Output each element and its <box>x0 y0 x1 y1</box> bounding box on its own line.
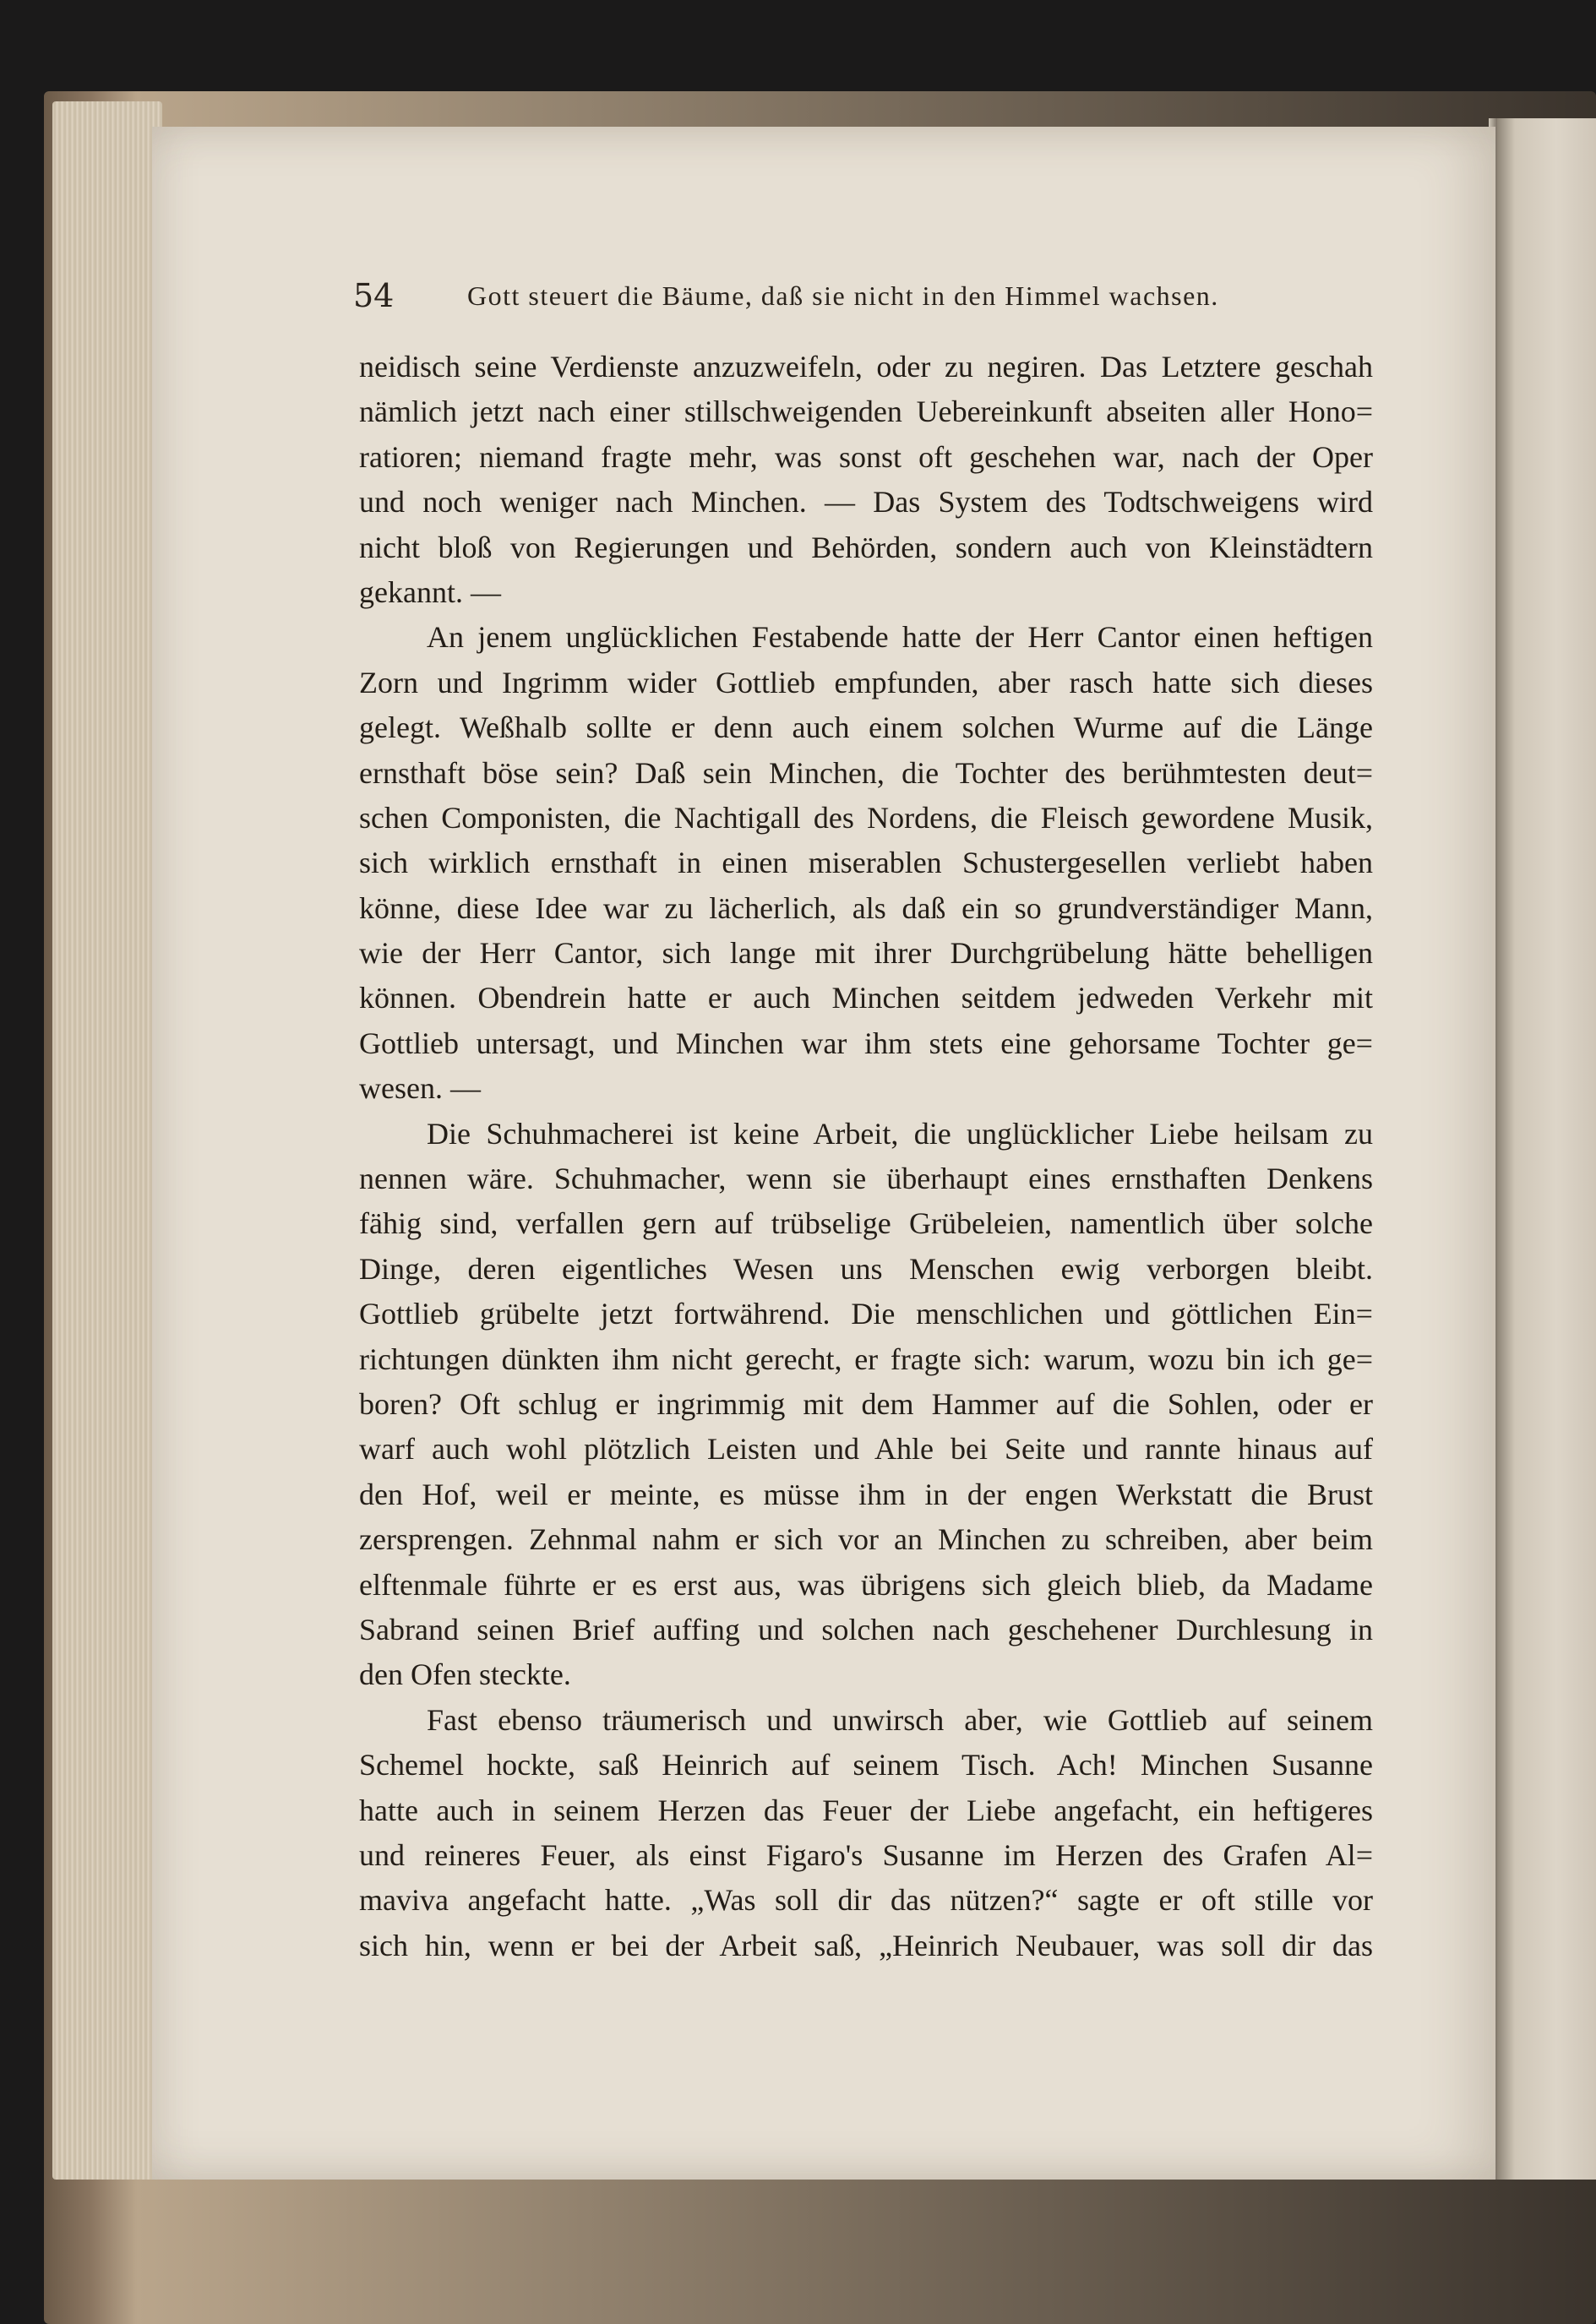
running-title: Gott steuert die Bäume, daß sie nicht in den Himmel wachsen. <box>467 280 1219 311</box>
text-line: Gottlieb grübelte jetzt fortwährend. Die menschlichen und göttlichen Ein= <box>359 1297 1373 1331</box>
page-header <box>353 277 1240 328</box>
text-line: den Hof, weil er meinte, es müsse ihm in der engen Werkstatt die Brust <box>359 1477 1373 1511</box>
text-line: An jenem unglücklichen Festabende hatte der Herr Cantor einen heftigen <box>427 620 1373 655</box>
text-line: sich wirklich ernsthaft in einen miserablen Schustergesellen verliebt haben <box>359 846 1373 880</box>
text-line: Zorn und Ingrimm wider Gottlieb empfunden, aber rasch hatte sich dieses <box>359 665 1373 699</box>
text-line: maviva angefacht hatte. „Was soll dir das nützen?“ sagte er oft stille vor <box>359 1883 1373 1918</box>
text-line: könne, diese Idee war zu lächerlich, als daß ein so grundverständiger Mann, <box>359 890 1373 925</box>
text-line: nämlich jetzt nach einer stillschweigenden Uebereinkunft abseiten aller Hono= <box>359 395 1373 429</box>
page-edges <box>52 101 162 2180</box>
text-line: nennen wäre. Schuhmacher, wenn sie überhaupt eines ernsthaften Denkens <box>359 1162 1373 1196</box>
text-line: gekannt. — <box>359 574 501 609</box>
text-line: Die Schuhmacherei ist keine Arbeit, die unglücklicher Liebe heilsam zu <box>427 1116 1373 1151</box>
text-line: Gottlieb untersagt, und Minchen war ihm stets eine gehorsame Tochter ge= <box>359 1026 1373 1060</box>
text-line: und reineres Feuer, als einst Figaro's Susanne im Herzen des Grafen Al= <box>359 1837 1373 1872</box>
text-line: fähig sind, verfallen gern auf trübselige Grübeleien, namentlich über solche <box>359 1206 1373 1241</box>
body-text <box>359 345 1373 1968</box>
page-number: 54 <box>353 277 395 314</box>
text-line: und noch weniger nach Minchen. — Das System des Todtschweigens wird <box>359 485 1373 520</box>
text-line: Sabrand seinen Brief auffing und solchen nach geschehener Durchlesung in <box>359 1612 1373 1646</box>
text-line: nicht bloß von Regierungen und Behörden, sondern auch von Kleinstädtern <box>359 530 1373 564</box>
text-line: den Ofen steckte. <box>359 1657 571 1692</box>
text-line: schen Componisten, die Nachtigall des Nordens, die Fleisch gewordene Musik, <box>359 800 1373 835</box>
text-line: wesen. — <box>359 1071 481 1106</box>
text-line: richtungen dünkten ihm nicht gerecht, er fragte sich: warum, wozu bin ich ge= <box>359 1342 1373 1376</box>
text-line: ratioren; niemand fragte mehr, was sonst oft geschehen war, nach der Oper <box>359 439 1373 474</box>
text-line: zersprengen. Zehnmal nahm er sich vor an Minchen zu schreiben, aber beim <box>359 1522 1373 1557</box>
text-line: Fast ebenso träumerisch und unwirsch aber, wie Gottlieb auf seinem <box>427 1702 1373 1737</box>
text-line: boren? Oft schlug er ingrimmig mit dem Hammer auf die Sohlen, oder er <box>359 1386 1373 1421</box>
text-line: hatte auch in seinem Herzen das Feuer der Liebe angefacht, ein heftigeres <box>359 1793 1373 1827</box>
text-line: neidisch seine Verdienste anzuzweifeln, oder zu negiren. Das Letztere geschah <box>359 350 1373 384</box>
text-line: Dinge, deren eigentliches Wesen uns Menschen ewig verborgen bleibt. <box>359 1251 1373 1286</box>
text-line: sich hin, wenn er bei der Arbeit saß, „Heinrich Neubauer, was soll dir das <box>359 1928 1373 1962</box>
text-line: wie der Herr Cantor, sich lange mit ihrer Durchgrübelung hätte behelligen <box>359 936 1373 971</box>
text-line: können. Obendrein hatte er auch Minchen seitdem jedweden Verkehr mit <box>359 981 1373 1015</box>
text-line: elftenmale führte er es erst aus, was übrigens sich gleich blieb, da Madame <box>359 1567 1373 1602</box>
facing-page <box>1497 118 1596 2180</box>
text-line: ernsthaft böse sein? Daß sein Minchen, die Tochter des berühmtesten deut= <box>359 755 1373 790</box>
text-line: warf auch wohl plötzlich Leisten und Ahle bei Seite und rannte hinaus auf <box>359 1432 1373 1467</box>
text-line: gelegt. Weßhalb sollte er denn auch einem solchen Wurme auf die Länge <box>359 710 1373 745</box>
text-line: Schemel hockte, saß Heinrich auf seinem Tisch. Ach! Minchen Susanne <box>359 1748 1373 1782</box>
